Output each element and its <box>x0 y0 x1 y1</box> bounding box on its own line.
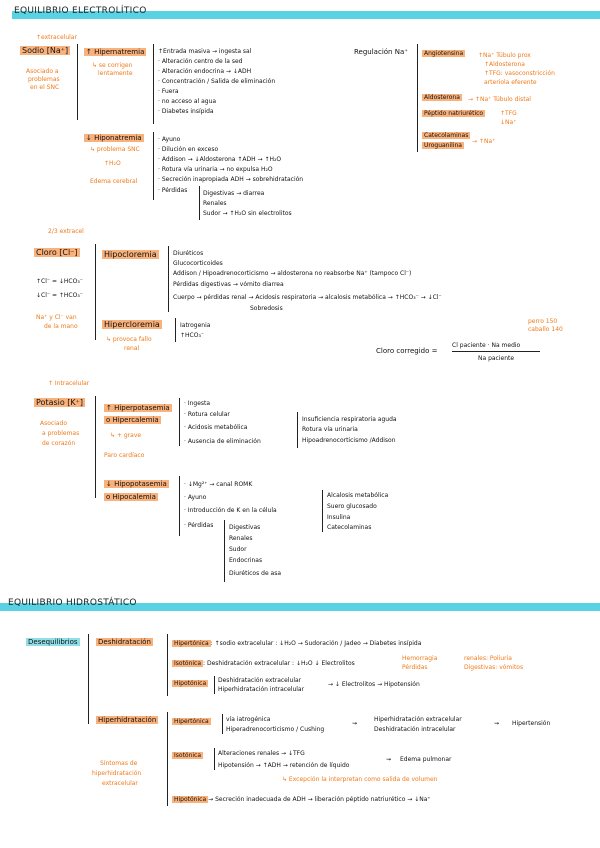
hipernatremia-item: · Alteración centro de la sed <box>158 58 243 65</box>
wave-arrow: ⇝ <box>352 720 358 727</box>
hipocloremia-item: Pérdidas digestivas → vómito diarrea <box>173 281 284 288</box>
bracket-line <box>95 396 96 498</box>
section-header-electrolitico <box>0 8 600 20</box>
iso-out-4: Digestivas: vómitos <box>464 664 524 671</box>
deshid-isotonica: Isotónica : Deshidratación extracelular : ↓H₂O ↓ Electrolitos <box>174 660 355 667</box>
hipotonica-item: Hiperhidratación intracelular <box>218 686 305 693</box>
reg-label: Angiotensina <box>424 50 464 57</box>
hipopotasemia-item: · Ayuno <box>184 494 207 501</box>
hipocloremia-item: Sobredosis <box>250 305 283 312</box>
hipernatremia-item: ↑Entrada masiva → ingesta sal <box>158 48 252 55</box>
hiponatremia-item: · Ayuno <box>158 136 181 143</box>
hiponatremia-item: · Dilución en exceso <box>158 146 219 153</box>
hipercloremia-item: ↑HCO₃⁻ <box>180 332 205 339</box>
side-note-1: Síntomas de <box>100 760 138 767</box>
intro-item: Suero glucosado <box>327 503 377 510</box>
bracket-line <box>153 44 154 124</box>
reg-desc: → ↑Na⁺ Túbulo distal <box>468 96 531 103</box>
reg-label: Aldosterona <box>424 94 460 101</box>
hipernatremia-item: · Alteración endocrina → ↓ADH <box>158 68 252 75</box>
ref-caballo: caballo 140 <box>528 326 563 333</box>
hipopotasemia-label: ↓ Hipopotasemia <box>106 480 167 488</box>
desequilibrios-label: Desequilibrios <box>28 638 78 646</box>
side-note-2: hiperhidratación <box>92 770 142 777</box>
hipernatremia-sub-1: ↳ se corrigen <box>92 62 133 69</box>
hipert-out: Hipertensión <box>512 720 551 727</box>
hiperpotasemia-item: · Acidosis metabólica <box>184 424 248 431</box>
hipercloremia-item: Iatrogenia <box>180 322 211 329</box>
hiponatremia-item: · Addison → ↓Aldosterona ↑ADH → ↑H₂O <box>158 156 282 163</box>
bracket-line <box>222 714 223 734</box>
ausencia-item: Hipoadrenocorticismo /Addison <box>302 437 396 444</box>
reg-desc: → ↑Na⁺ <box>472 138 496 145</box>
iso-h-note: ↳ Excepción la interpretan como salida de volumen <box>282 776 438 783</box>
bracket-line <box>95 244 96 340</box>
reg-desc: ↑Na⁺ Túbulo prox <box>478 52 531 59</box>
hipert-item: vía iatrogénica <box>226 716 271 723</box>
hipernatremia-sub-2: lentamente <box>98 70 133 77</box>
intro-item: Catecolaminas <box>327 524 372 531</box>
intro-item: Alcalosis metabólica <box>327 492 389 499</box>
formula-numerator: Cl paciente · Na medio <box>452 342 521 349</box>
hiponatremia-label: ↓ Hiponatremia <box>86 134 142 142</box>
potasio-note-1: Asociado <box>40 420 68 427</box>
formula-label: Cloro corregido = <box>376 347 438 355</box>
sodio-note-3: en el SNC <box>30 84 60 91</box>
iso-h-item: Alteraciones renales → ↓TFG <box>218 750 305 757</box>
sodio-label: Sodio [Na⁺] <box>22 46 69 55</box>
hipernatremia-item: · Fuera <box>158 88 179 95</box>
iso-out-2: Pérdidas <box>402 664 428 671</box>
hipernatremia-item: · no acceso al agua <box>158 98 217 105</box>
bracket-line <box>179 476 180 536</box>
hiponatremia-sub-1: ↳ problema SNC <box>90 146 140 153</box>
hiperpotasemia-item: · Ingesta <box>184 400 211 407</box>
hipernatremia-label: ↑ Hipernatremia <box>86 48 145 56</box>
hipercloremia-sub-1: ↳ provoca fallo <box>106 336 152 343</box>
bracket-line <box>214 748 215 770</box>
hiperpotasemia-item: · Rotura celular <box>184 411 230 418</box>
bracket-line <box>167 712 168 806</box>
hiponatremia-item: · Secreción inapropiada ADH → sobrehidratación <box>158 176 304 183</box>
hiperhid-hipertonica: Hipertónica <box>174 718 209 725</box>
potasio-label: Potasio [K⁺] <box>36 398 84 407</box>
bracket-line <box>199 186 200 220</box>
section-title: EQUILIBRIO HIDROSTÁTICO <box>8 598 137 608</box>
reg-label: Uroguanilina <box>424 142 462 149</box>
hipernatremia-item: · Concentración / Salida de eliminación <box>158 78 276 85</box>
reg-label: Péptido natriurético <box>424 110 484 117</box>
bracket-line <box>322 490 323 532</box>
hiponatremia-item: · Rotura vía urinaria → no expulsa H₂O <box>158 166 273 173</box>
hiponatremia-sub-3: Edema cerebral <box>90 178 138 185</box>
hipocloremia-item: Cuerpo → pérdidas renal → Acidosis respiratoria → alcalosis metabólica → ↑HCO₃⁻ → ↓Cl⁻ <box>173 294 442 301</box>
bracket-line <box>417 44 418 152</box>
deshid-hipertonica: Hipertónica : ↑sodio extracelular : ↓H₂O → Sudoración / Jadeo → Diabetes insípida <box>174 640 422 647</box>
bracket-line <box>175 318 176 342</box>
potasio-note-3: de corazón <box>42 440 76 447</box>
hiperpotasemia-sub-2: Paro cardíaco <box>104 452 145 459</box>
hiponatremia-item: · Pérdidas <box>158 187 188 194</box>
sodio-note-1: Asociado a <box>26 68 59 75</box>
wave-arrow: ⇝ <box>494 720 500 727</box>
reg-label: Catecolaminas <box>424 132 469 139</box>
perdidas-item: Renales <box>203 200 227 207</box>
hiperhidratacion-label: Hiperhidratación <box>98 716 157 724</box>
hiponatremia-sub-2: ↑H₂O <box>104 160 121 167</box>
reg-desc: ↑TFG <box>500 110 517 117</box>
iso-out-1: Hemorragia <box>402 655 438 662</box>
hiperpotasemia-item: · Ausencia de eliminación <box>184 438 261 445</box>
hipocloremia-label: Hipocloremia <box>104 250 157 259</box>
hipert-item: Hiperadrenocorticismo / Cushing <box>226 726 325 733</box>
iso-out-3: renales: Poliuria <box>464 655 512 662</box>
perdidas-k-item: Diuréticos de asa <box>229 570 282 577</box>
bracket-line <box>167 634 168 696</box>
hipocalemia-label: o Hipocalemia <box>106 493 156 501</box>
deshid-hipotonica: Hipotónica <box>174 680 207 687</box>
hipocloremia-item: Addison / Hipoadrenocorticismo → aldosterona no reabsorbe Na⁺ (tampoco Cl⁻) <box>173 270 412 277</box>
hipopotasemia-item: · Pérdidas <box>184 522 214 529</box>
iso-h-item: Hipotensión → ↑ADH → retención de líquido <box>218 762 350 769</box>
wave-arrow: ⇝ <box>386 756 392 763</box>
bracket-line <box>168 246 169 312</box>
perdidas-item: Sudor → ↑H₂O sin electrolitos <box>203 210 292 217</box>
hipert-mid: Deshidratación intracelular <box>374 726 456 733</box>
perdidas-k-item: Renales <box>229 535 253 542</box>
ref-perro: perro 150 <box>528 318 558 325</box>
hipotonica-item: Deshidratación extracelular <box>218 677 302 684</box>
cloro-note-2: de la mano <box>44 323 78 330</box>
cloro-label: Cloro [Cl⁻] <box>36 248 78 257</box>
section-header-hidrostatico <box>0 600 600 612</box>
fraction-bar <box>452 351 540 352</box>
bracket-line <box>224 520 225 582</box>
cloro-eq-2: ↓Cl⁻ = ↑HCO₃⁻ <box>36 292 83 299</box>
side-note-3: extracelular <box>102 780 138 787</box>
sodio-note-2: problemas <box>28 76 60 83</box>
hipocloremia-item: Diuréticos <box>173 250 204 257</box>
hiperhid-isotonica: Isotónica <box>174 752 202 759</box>
bracket-line <box>153 132 154 200</box>
hipercalemia-label: o Hipercalemia <box>106 416 159 424</box>
bracket-line <box>297 412 298 448</box>
cloro-pre: 2/3 extracel <box>48 228 84 235</box>
hipopotasemia-item: · ↓Mg²⁺ → canal ROMK <box>184 481 253 488</box>
perdidas-k-item: Digestivas <box>229 524 261 531</box>
hipercloremia-label: Hipercloremia <box>104 320 160 329</box>
bracket-line <box>88 634 89 724</box>
reg-desc: ↑Aldosterona <box>484 61 525 68</box>
hiperpotasemia-label: ↑ Hiperpotasemia <box>106 404 170 412</box>
reg-desc: arteriola eferente <box>484 79 537 86</box>
formula-denominator: Na paciente <box>478 355 515 362</box>
section-title: EQUILIBRIO ELECTROLÍTICO <box>14 6 147 16</box>
iso-h-out: Edema pulmonar <box>400 756 452 763</box>
hipotonica-out: → ↓ Electrolitos → Hipotensión <box>328 681 420 688</box>
ausencia-item: Rotura vía urinaria <box>302 426 358 433</box>
cloro-note-1: Na⁺ y Cl⁻ van <box>36 314 77 321</box>
hiperhid-hipotonica: Hipotónica → Secreción inadecuada de ADH → liberación péptido natriurético → ↓Na⁺ <box>174 796 431 803</box>
potasio-note-2: a problemas <box>42 430 80 437</box>
perdidas-item: Digestivas → diarrea <box>203 190 265 197</box>
regulacion-label: Regulación Na⁺ <box>354 48 408 56</box>
bracket-line <box>77 44 78 120</box>
cloro-eq-1: ↑Cl⁻ = ↓HCO₃⁻ <box>36 278 83 285</box>
hipert-mid: Hiperhidratación extracelular <box>374 716 462 723</box>
reg-desc: ↑TFG: vasoconstricción <box>484 70 555 77</box>
potasio-pre: ↑ Intracelular <box>48 380 90 387</box>
reg-desc: ↓Na⁺ <box>500 119 517 126</box>
hipopotasemia-item: · Introducción de K en la célula <box>184 507 277 514</box>
hipercloremia-sub-2: renal <box>124 345 140 352</box>
hiperpotasemia-sub-1: ↳ + grave <box>110 432 142 439</box>
ausencia-item: Insuficiencia respiratoria aguda <box>302 416 397 423</box>
perdidas-k-item: Endocrinas <box>229 557 263 564</box>
bracket-line <box>214 676 215 694</box>
hipocloremia-item: Glucocorticoides <box>173 260 223 267</box>
hipernatremia-item: · Diabetes insípida <box>158 108 214 115</box>
perdidas-k-item: Sudor <box>229 546 247 553</box>
intro-item: Insulina <box>327 514 351 521</box>
sodio-pre: ↑extracelular <box>36 34 77 41</box>
bracket-line <box>179 398 180 446</box>
deshidratacion-label: Deshidratación <box>98 638 151 646</box>
